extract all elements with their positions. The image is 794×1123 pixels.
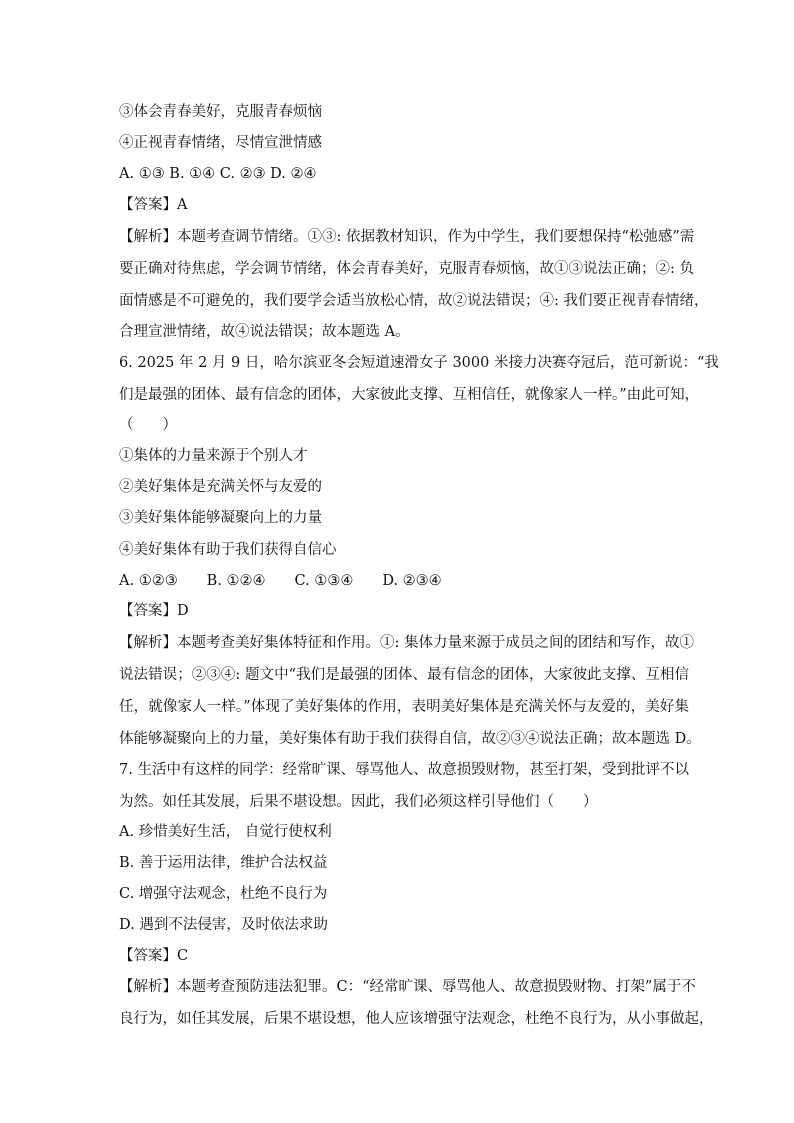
- analysis-paragraph: 面情感是不可避免的，我们要学会适当放松心情，故②说法错误；④: 我们要正视青春情绪，: [119, 293, 709, 309]
- option-line: ③体会青春美好，克服青春烦恼: [119, 104, 322, 120]
- question-stem: 们是最强的团体、最有信念的团体，大家彼此支撑、互相信任，就像家人一样。”由此可知，: [119, 387, 700, 403]
- answer-line: 【答案】C: [119, 948, 189, 964]
- question-blank: （ ）: [119, 417, 177, 433]
- analysis-paragraph: 说法错误；②③④: 题文中“我们是最强的团体、最有信念的团体，大家彼此支撑、互相信: [119, 667, 689, 683]
- analysis-paragraph: 体能够凝聚向上的力量，美好集体有助于我们获得自信，故②③④说法正确；故本题选 D。: [119, 731, 701, 747]
- analysis-paragraph: 【解析】本题考查调节情绪。①③: 依据教材知识，作为中学生，我们要想保持“松弛感”需: [119, 229, 695, 245]
- answer-choices: A. ①③ B. ①④ C. ②③ D. ②④: [119, 166, 317, 182]
- option-line: ④美好集体有助于我们获得自信心: [119, 542, 337, 558]
- option-line: ②美好集体是充满关怀与友爱的: [119, 479, 322, 495]
- analysis-paragraph: 合理宣泄情绪，故④说法错误；故本题选 A。: [119, 324, 410, 340]
- option-line: ④正视青春情绪，尽情宣泄情感: [119, 135, 322, 151]
- analysis-paragraph: 【解析】本题考查美好集体特征和作用。①: 集体力量来源于成员之间的团结和写作，故①: [119, 635, 694, 651]
- option-line: A. 珍惜美好生活， 自觉行使权利: [119, 824, 332, 840]
- option-line: D. 遇到不法侵害，及时依法求助: [119, 917, 328, 933]
- question-stem: 7. 生活中有这样的同学：经常旷课、辱骂他人、故意损毁财物，甚至打架，受到批评不以: [119, 762, 689, 778]
- option-line: ①集体的力量来源于个别人才: [119, 448, 308, 464]
- analysis-paragraph: 任，就像家人一样。”体现了美好集体的作用，表明美好集体是充满关怀与友爱的，美好集: [119, 699, 689, 715]
- option-line: B. 善于运用法律，维护合法权益: [119, 855, 328, 871]
- answer-choices: A. ①②③ B. ①②④ C. ①③④ D. ②③④: [119, 573, 442, 589]
- answer-line: 【答案】A: [119, 197, 188, 213]
- question-stem: 6. 2025 年 2 月 9 日，哈尔滨亚冬会短道速滑女子 3000 米接力决赛夺冠后，范可新说：“我: [119, 355, 719, 371]
- analysis-paragraph: 【解析】本题考查预防违法犯罪。C：“经常旷课、辱骂他人、故意损毁财物、打架”属于不: [119, 979, 696, 995]
- option-line: ③美好集体能够凝聚向上的力量: [119, 510, 322, 526]
- question-stem: 为然。如任其发展，后果不堪设想。因此，我们必须这样引导他们（ ）: [119, 794, 598, 810]
- option-line: C. 增强守法观念，杜绝不良行为: [119, 886, 328, 902]
- analysis-paragraph: 要正确对待焦虑，学会调节情绪，体会青春美好，克服青春烦恼，故①③说法正确；②: 负: [119, 261, 694, 277]
- answer-line: 【答案】D: [119, 603, 189, 619]
- analysis-paragraph: 良行为，如任其发展，后果不堪设想，他人应该增强守法观念，杜绝不良行为，从小事做起，: [119, 1011, 714, 1027]
